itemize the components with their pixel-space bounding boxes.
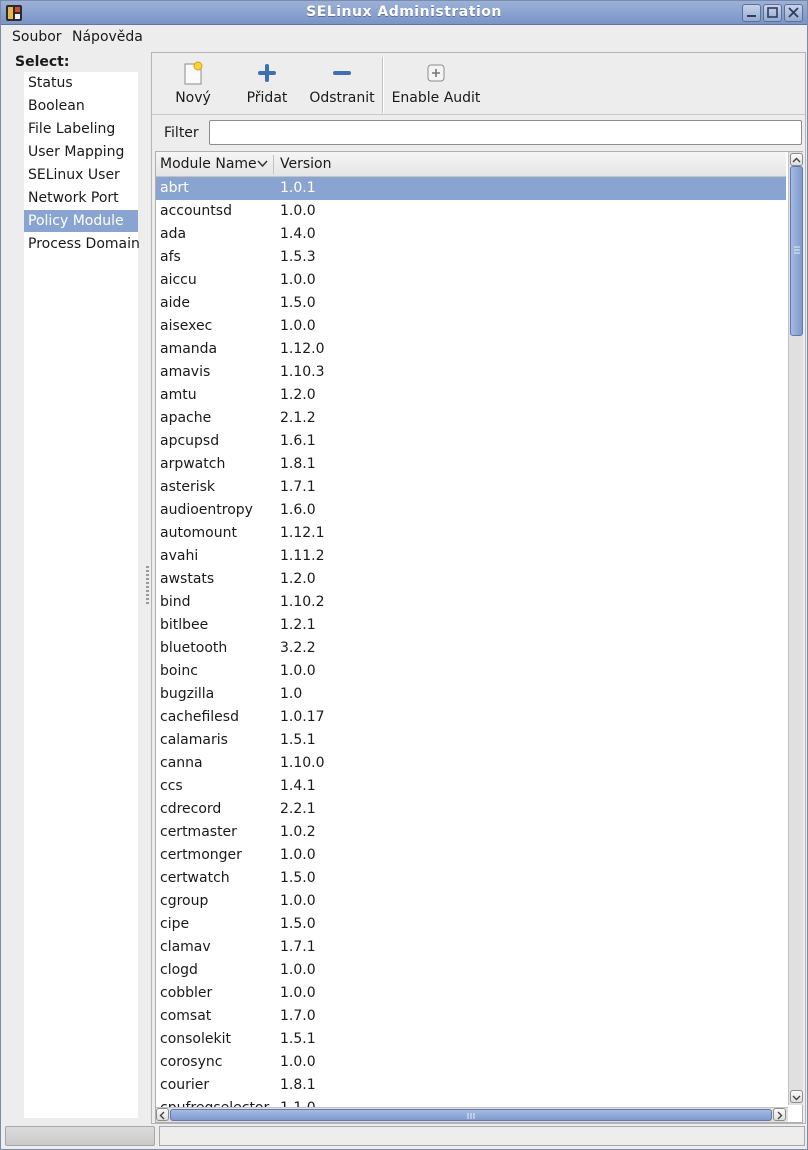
module-version-cell: 1.5.0: [280, 870, 316, 886]
module-name-cell: avahi: [160, 548, 199, 564]
menu-help[interactable]: Nápověda: [72, 29, 143, 45]
arrow-left-icon: [157, 1110, 168, 1121]
module-version-cell: 1.6.0: [280, 502, 316, 518]
table-row[interactable]: [156, 936, 786, 959]
module-name-cell: amanda: [160, 341, 218, 357]
module-name-cell: awstats: [160, 571, 215, 587]
module-name-cell: aisexec: [160, 318, 213, 334]
chevron-down-icon: [257, 160, 268, 168]
module-name-cell: ada: [160, 226, 187, 242]
enable-audit-icon: [426, 61, 446, 85]
table-row[interactable]: [156, 798, 786, 821]
table-row[interactable]: [156, 476, 786, 499]
module-name-cell: cdrecord: [160, 801, 222, 817]
module-name-cell: aide: [160, 295, 190, 311]
table-row[interactable]: [156, 913, 786, 936]
table-row[interactable]: [156, 407, 786, 430]
table-row[interactable]: [156, 292, 786, 315]
arrow-right-icon: [774, 1110, 785, 1121]
table-row[interactable]: [156, 223, 786, 246]
table-row[interactable]: [156, 246, 786, 269]
module-name-cell: consolekit: [160, 1031, 231, 1047]
table-row[interactable]: [156, 1028, 786, 1051]
table-row[interactable]: [156, 1051, 786, 1074]
module-version-cell: 1.7.1: [280, 479, 316, 495]
module-name-cell: automount: [160, 525, 237, 541]
sidebar-item-file-labeling[interactable]: File Labeling: [28, 121, 116, 137]
horizontal-scroll-thumb[interactable]: [170, 1109, 772, 1121]
filter-label: Filter: [164, 125, 199, 141]
close-icon: [787, 7, 800, 19]
sidebar-item-user-mapping[interactable]: User Mapping: [28, 144, 125, 160]
module-name-cell: abrt: [160, 180, 189, 196]
pane-resize-handle[interactable]: [146, 566, 149, 606]
scroll-up-button[interactable]: [790, 153, 803, 166]
table-body: [156, 177, 786, 1105]
menu-bar: [1, 25, 807, 49]
table-row[interactable]: [156, 361, 786, 384]
module-name-cell: boinc: [160, 663, 198, 679]
module-version-cell: 1.10.0: [280, 755, 325, 771]
add-button-label: Přidat: [246, 90, 288, 106]
table-row[interactable]: [156, 499, 786, 522]
remove-button[interactable]: [306, 57, 378, 111]
sidebar-item-process-domain[interactable]: Process Domain: [28, 236, 140, 252]
module-version-cell: 1.2.0: [280, 387, 316, 403]
module-version-cell: 1.0.0: [280, 203, 316, 219]
new-button[interactable]: [160, 57, 226, 111]
module-name-cell: comsat: [160, 1008, 212, 1024]
enable-audit-button[interactable]: [390, 57, 482, 111]
minimize-button[interactable]: [742, 4, 761, 22]
module-name-cell: calamaris: [160, 732, 228, 748]
module-version-cell: 1.0.0: [280, 985, 316, 1001]
grip-icon: [467, 1112, 475, 1120]
module-version-cell: 1.8.1: [280, 456, 316, 472]
maximize-button[interactable]: [763, 4, 782, 22]
table-row[interactable]: [156, 890, 786, 913]
module-name-cell: audioentropy: [160, 502, 253, 518]
module-name-cell: cgroup: [160, 893, 209, 909]
module-version-cell: 1.0.0: [280, 318, 316, 334]
module-version-cell: 1.12.0: [280, 341, 325, 357]
module-version-cell: 1.0: [280, 686, 303, 702]
module-name-cell: afs: [160, 249, 181, 265]
window-title: SELinux Administration: [306, 4, 502, 20]
table-row[interactable]: [156, 568, 786, 591]
table-row[interactable]: [156, 430, 786, 453]
arrow-down-icon: [791, 1092, 802, 1103]
sidebar-item-boolean[interactable]: Boolean: [28, 98, 85, 114]
sidebar-heading: Select:: [15, 54, 70, 70]
module-name-cell: clamav: [160, 939, 211, 955]
table-row[interactable]: [156, 384, 786, 407]
column-divider[interactable]: [273, 155, 274, 174]
table-row[interactable]: [156, 545, 786, 568]
module-name-cell: bugzilla: [160, 686, 215, 702]
table-row[interactable]: [156, 637, 786, 660]
module-version-cell: 1.0.0: [280, 847, 316, 863]
module-version-cell: 1.8.1: [280, 1077, 316, 1093]
sidebar-item-status[interactable]: Status: [28, 75, 73, 91]
remove-button-label: Odstranit: [309, 90, 375, 106]
plus-icon: [257, 61, 277, 85]
module-version-cell: 1.0.0: [280, 893, 316, 909]
vertical-scroll-thumb[interactable]: [790, 166, 803, 336]
module-name-cell: canna: [160, 755, 203, 771]
module-version-cell: 2.2.1: [280, 801, 316, 817]
new-document-icon: [183, 61, 203, 85]
maximize-icon: [766, 7, 779, 19]
module-name-cell: certmonger: [160, 847, 242, 863]
toolbar-separator: [382, 57, 384, 113]
sidebar-item-selinux-user[interactable]: SELinux User: [28, 167, 120, 183]
menu-file[interactable]: Soubor: [12, 29, 62, 45]
module-name-cell: cachefilesd: [160, 709, 239, 725]
module-name-cell: cipe: [160, 916, 190, 932]
table-row[interactable]: [156, 338, 786, 361]
module-name-cell: clogd: [160, 962, 198, 978]
table-row[interactable]: [156, 177, 786, 200]
module-name-cell: corosync: [160, 1054, 223, 1070]
module-version-cell: 1.5.3: [280, 249, 316, 265]
table-row[interactable]: [156, 614, 786, 637]
module-version-cell: 1.0.0: [280, 962, 316, 978]
sidebar-item-network-port[interactable]: Network Port: [28, 190, 119, 206]
module-version-cell: 1.12.1: [280, 525, 325, 541]
module-version-cell: 1.7.1: [280, 939, 316, 955]
grip-icon: [793, 246, 801, 254]
vertical-scrollbar[interactable]: [788, 152, 803, 1105]
policy-module-pane: [151, 52, 806, 1124]
module-version-cell: 1.6.1: [280, 433, 316, 449]
module-version-cell: 1.2.0: [280, 571, 316, 587]
toolbar: [152, 53, 805, 115]
add-button[interactable]: [234, 57, 300, 111]
module-name-cell: aiccu: [160, 272, 197, 288]
module-name-cell: cobbler: [160, 985, 213, 1001]
module-name-cell: apache: [160, 410, 212, 426]
minimize-icon: [745, 7, 758, 19]
module-version-cell: 1.5.0: [280, 295, 316, 311]
module-version-cell: 1.11.2: [280, 548, 325, 564]
module-name-cell: accountsd: [160, 203, 232, 219]
module-name-cell: arpwatch: [160, 456, 226, 472]
table-row[interactable]: [156, 1074, 786, 1097]
horizontal-scrollbar[interactable]: [156, 1107, 788, 1122]
module-version-cell: 1.10.2: [280, 594, 325, 610]
table-row[interactable]: [156, 821, 786, 844]
arrow-up-icon: [791, 155, 802, 166]
table-row[interactable]: [156, 315, 786, 338]
module-version-cell: 1.0.0: [280, 272, 316, 288]
table-row[interactable]: [156, 752, 786, 775]
status-progress-area: [5, 1126, 155, 1146]
table-row[interactable]: [156, 269, 786, 292]
table-row[interactable]: [156, 453, 786, 476]
table-row[interactable]: [156, 775, 786, 798]
table-row[interactable]: [156, 982, 786, 1005]
module-version-cell: 1.5.1: [280, 1031, 316, 1047]
module-name-cell: bitlbee: [160, 617, 209, 633]
module-table: [155, 151, 803, 1123]
table-header: [156, 152, 786, 177]
filter-input[interactable]: [209, 120, 802, 145]
module-name-cell: bluetooth: [160, 640, 228, 656]
module-name-cell: certmaster: [160, 824, 237, 840]
module-version-cell: 1.7.0: [280, 1008, 316, 1024]
module-version-cell: 1.0.17: [280, 709, 325, 725]
table-row[interactable]: [156, 959, 786, 982]
module-version-cell: 1.2.1: [280, 617, 316, 633]
module-version-cell: 1.0.0: [280, 1054, 316, 1070]
table-row[interactable]: [156, 867, 786, 890]
scroll-right-button[interactable]: [773, 1108, 786, 1121]
module-version-cell: 1.0.1: [280, 180, 316, 196]
sidebar-item-policy-module[interactable]: Policy Module: [24, 210, 138, 232]
table-row[interactable]: [156, 591, 786, 614]
table-row[interactable]: [156, 683, 786, 706]
table-row[interactable]: [156, 660, 786, 683]
column-header-module-name[interactable]: Module Name: [160, 156, 257, 172]
module-version-cell: 1.4.1: [280, 778, 316, 794]
module-version-cell: 1.4.0: [280, 226, 316, 242]
module-version-cell: 2.1.2: [280, 410, 316, 426]
module-version-cell: 1.10.3: [280, 364, 325, 380]
module-name-cell: amavis: [160, 364, 211, 380]
module-name-cell: courier: [160, 1077, 210, 1093]
close-button[interactable]: [784, 4, 803, 22]
module-version-cell: 1.0.2: [280, 824, 316, 840]
table-row[interactable]: [156, 844, 786, 867]
module-version-cell: 3.2.2: [280, 640, 316, 656]
table-row[interactable]: [156, 1005, 786, 1028]
title-bar[interactable]: [1, 1, 807, 25]
module-name-cell: ccs: [160, 778, 183, 794]
module-version-cell: 1.5.1: [280, 732, 316, 748]
scroll-left-button[interactable]: [156, 1108, 169, 1121]
table-row[interactable]: [156, 729, 786, 752]
sidebar-list: [24, 72, 138, 1118]
column-header-version[interactable]: Version: [280, 156, 332, 172]
module-name-cell: asterisk: [160, 479, 216, 495]
table-row[interactable]: [156, 522, 786, 545]
minus-icon: [332, 61, 352, 85]
new-button-label: Nový: [175, 90, 211, 106]
module-version-cell: 1.5.0: [280, 916, 316, 932]
module-name-cell: certwatch: [160, 870, 230, 886]
scroll-down-button[interactable]: [790, 1090, 803, 1103]
table-row[interactable]: [156, 706, 786, 729]
module-name-cell: apcupsd: [160, 433, 220, 449]
table-row[interactable]: [156, 200, 786, 223]
module-name-cell: bind: [160, 594, 191, 610]
module-version-cell: 1.0.0: [280, 663, 316, 679]
status-bar: [159, 1126, 805, 1146]
module-name-cell: amtu: [160, 387, 197, 403]
enable-audit-label: Enable Audit: [391, 90, 481, 106]
